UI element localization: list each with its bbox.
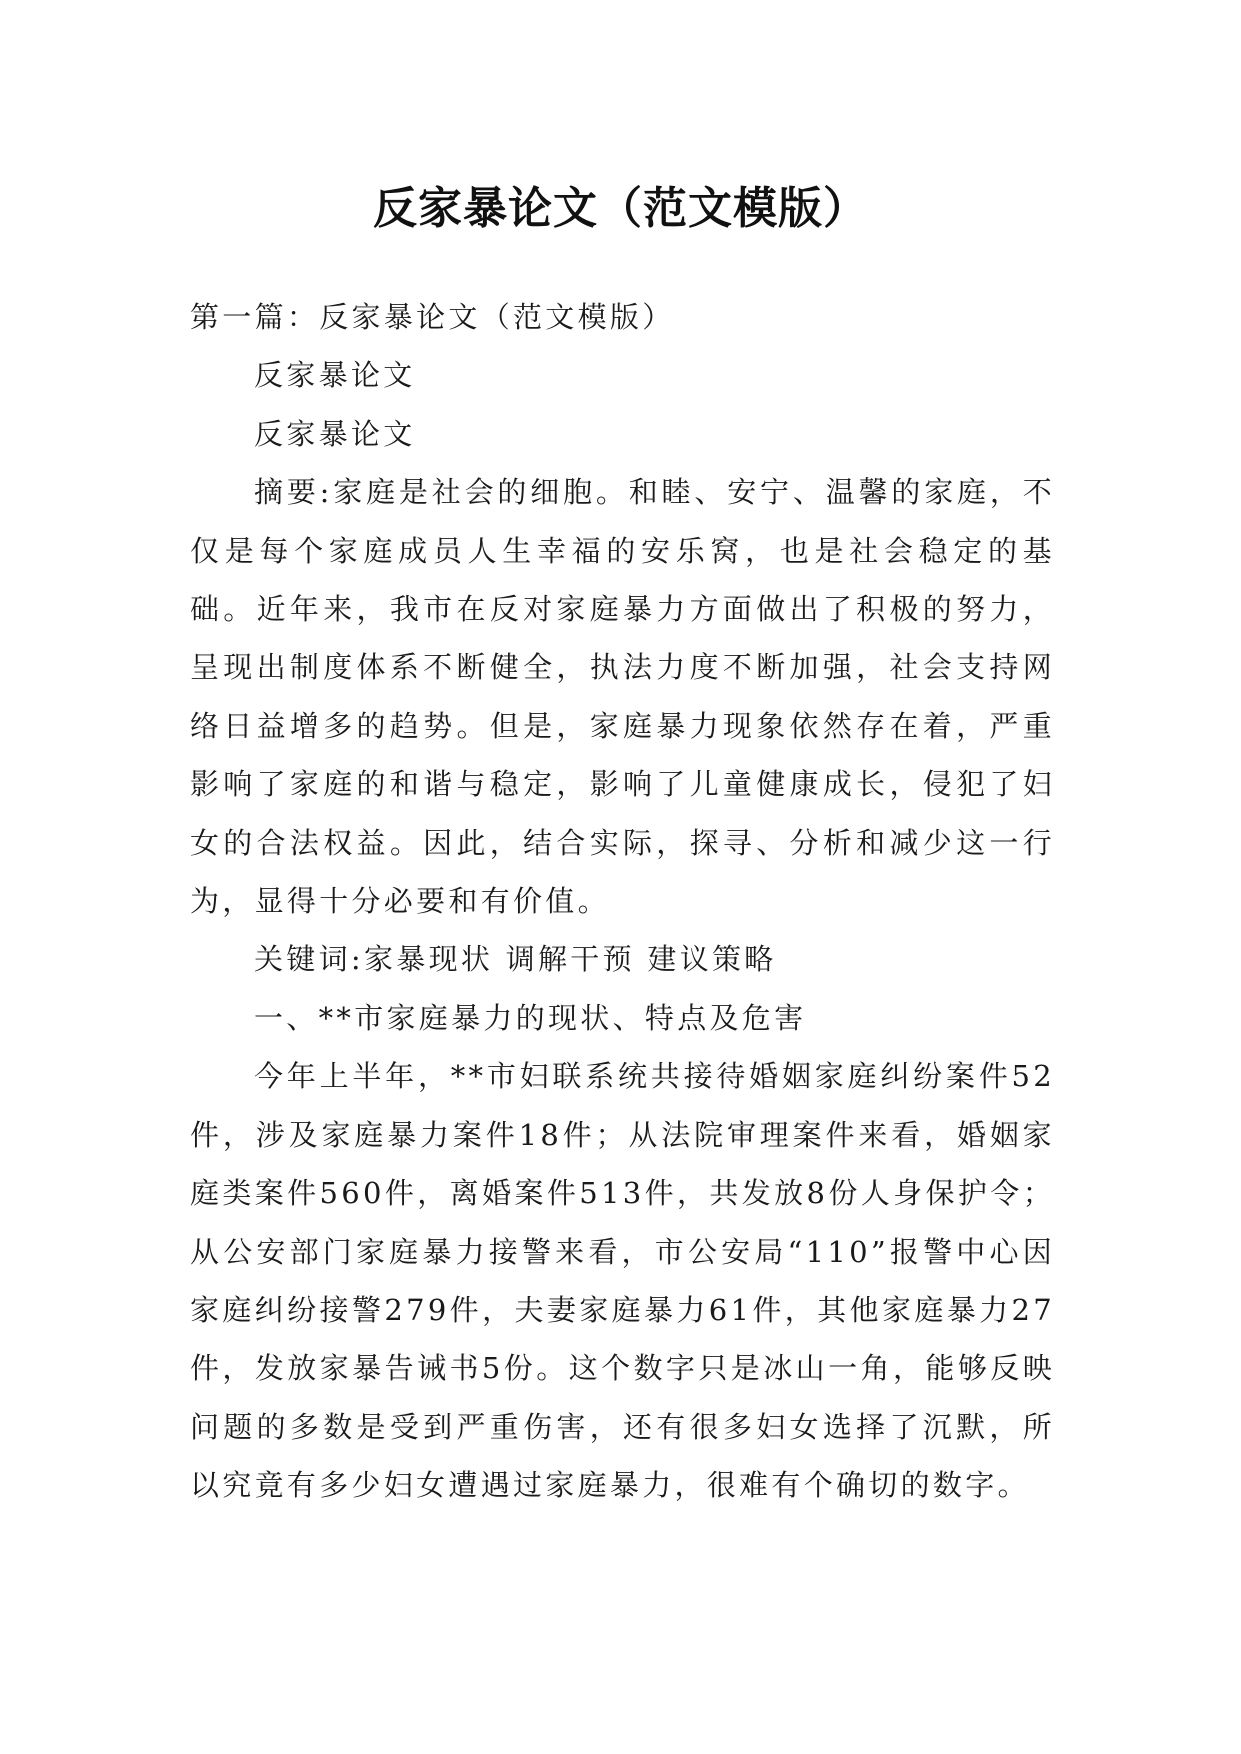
abstract-paragraph: 摘要:家庭是社会的细胞。和睦、安宁、温馨的家庭，不仅是每个家庭成员人生幸福的安乐窝，也是社会稳定的基础。近年来，我市在反对家庭暴力方面做出了积极的努力，呈现出制度体系不断健全，执法力度不断加强，社会支持网络日益增多的趋势。但是，家庭暴力现象依然存在着，严重影响了家庭的和谐与稳定，影响了儿童健康成长，侵犯了妇女的合法权益。因此，结合实际，探寻、分析和减少这一行为，显得十分必要和有价值。: [190, 475, 1055, 919]
keywords-paragraph: 关键词:家暴现状 调解干预 建议策略: [254, 942, 777, 977]
document-body: [190, 288, 1055, 1515]
subtitle-line: 反家暴论文: [254, 416, 416, 451]
chapter-heading: 一、**市家庭暴力的现状、特点及危害: [254, 1000, 807, 1035]
subtitle-line: 反家暴论文: [254, 358, 416, 393]
document-title: 反家暴论文（范文模版）: [373, 183, 868, 235]
body-paragraph: 今年上半年，**市妇联系统共接待婚姻家庭纠纷案件52件，涉及家庭暴力案件18件；从法院审理案件来看，婚姻家庭类案件560件，离婚案件513件，共发放8份人身保护令；从公安部门家庭暴力接警来看，市公安局“110”报警中心因家庭纠纷接警279件，夫妻家庭暴力61件，其他家庭暴力27件，发放家暴告诫书5份。这个数字只是冰山一角，能够反映问题的多数是受到严重伤害，还有很多妇女选择了沉默，所以究竟有多少妇女遭遇过家庭暴力，很难有个确切的数字。: [190, 1059, 1055, 1503]
section-heading: 第一篇：反家暴论文（范文模版）: [190, 300, 675, 334]
